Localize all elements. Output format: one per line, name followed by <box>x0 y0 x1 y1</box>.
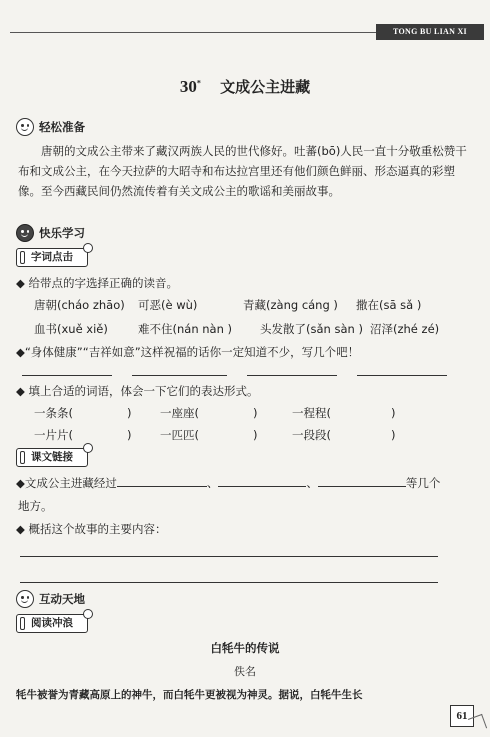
q1-item[interactable]: 撒在(sā sǎ ) <box>356 298 422 312</box>
header-rule <box>10 32 380 33</box>
q1-item[interactable]: 唐朝(cháo zhāo) <box>34 298 125 312</box>
q3-item[interactable]: 一程程( ) <box>292 406 396 420</box>
corner-decoration <box>468 714 487 733</box>
section-study-label: 快乐学习 <box>39 226 85 240</box>
scroll-icon <box>83 243 93 253</box>
section-interact <box>16 588 85 610</box>
lesson-title <box>0 76 490 97</box>
tag-link: 课文链接 <box>16 448 88 467</box>
section-prep-label: 轻松准备 <box>39 120 85 134</box>
q1-item[interactable]: 青藏(zàng cáng ) <box>243 298 338 312</box>
q5-prompt: ◆ 概括这个故事的主要内容： <box>16 522 167 536</box>
lesson-number: 30* <box>179 77 201 96</box>
section-study <box>16 222 85 244</box>
story-author: 佚名 <box>234 665 256 678</box>
series-banner: TONG BU LIAN XI <box>376 24 484 40</box>
q3-item[interactable]: 一匹匹( ) <box>160 428 258 442</box>
lesson-name: 文成公主进藏 <box>220 78 311 96</box>
q1-item[interactable]: 可恶(è wù) <box>138 298 198 312</box>
answer-line[interactable] <box>132 375 227 376</box>
q1-item[interactable]: 沼泽(zhé zé) <box>370 322 440 336</box>
scroll-icon <box>83 609 93 619</box>
answer-blank[interactable] <box>218 475 306 487</box>
story-title: 白牦牛的传说 <box>210 641 280 655</box>
page-number: 61 <box>450 705 474 727</box>
intro-paragraph: 唐朝的文成公主带来了藏汉两族人民的世代修好。吐蕃(bō)人民一直十分敬重松赞干布和文成公主，在今天拉萨的大昭寺和布达拉宫里还有他们颜色鲜丽、形态逼真的彩塑像。至今西藏民间仍然流传着有关文成公主的歌谣和美丽故事。 <box>18 144 467 198</box>
q3-item[interactable]: 一片片( ) <box>34 428 132 442</box>
q3-item[interactable]: 一条条( ) <box>34 406 132 420</box>
section-prep <box>16 116 85 138</box>
q1-item[interactable]: 头发散了(sǎn sàn ) <box>260 322 363 336</box>
q4-continuation: 地方。 <box>18 499 53 513</box>
answer-line[interactable] <box>22 375 112 376</box>
story-text: 牦牛被誉为青藏高原上的神牛，而白牦牛更被视为神灵。据说，白牦牛生长 <box>16 689 363 701</box>
tag-reading: 阅读冲浪 <box>16 614 88 633</box>
section-interact-label: 互动天地 <box>39 592 85 606</box>
answer-blank[interactable] <box>117 475 207 487</box>
answer-blank[interactable] <box>318 475 406 487</box>
q1-item[interactable]: 血书(xuě xiě) <box>34 322 108 336</box>
smiley-icon <box>16 224 34 242</box>
q1-prompt: ◆ 给带点的字选择正确的读音。 <box>16 276 178 290</box>
answer-line[interactable] <box>20 582 438 583</box>
smiley-icon <box>16 590 34 608</box>
answer-line[interactable] <box>247 375 337 376</box>
q4-prompt: ◆文成公主进藏经过 、 、 等几个 <box>16 476 441 490</box>
answer-line[interactable] <box>357 375 447 376</box>
q2-prompt: ◆“身体健康”“吉祥如意”这样祝福的话你一定知道不少，写几个吧！ <box>16 345 360 359</box>
q3-prompt: ◆ 填上合适的词语，体会一下它们的表达形式。 <box>16 384 259 398</box>
q3-item[interactable]: 一座座( ) <box>160 406 258 420</box>
smiley-icon <box>16 118 34 136</box>
answer-line[interactable] <box>20 556 438 557</box>
scroll-icon <box>83 443 93 453</box>
q1-item[interactable]: 难不住(nán nàn ) <box>138 322 233 336</box>
tag-words: 字词点击 <box>16 248 88 267</box>
q3-item[interactable]: 一段段( ) <box>292 428 396 442</box>
